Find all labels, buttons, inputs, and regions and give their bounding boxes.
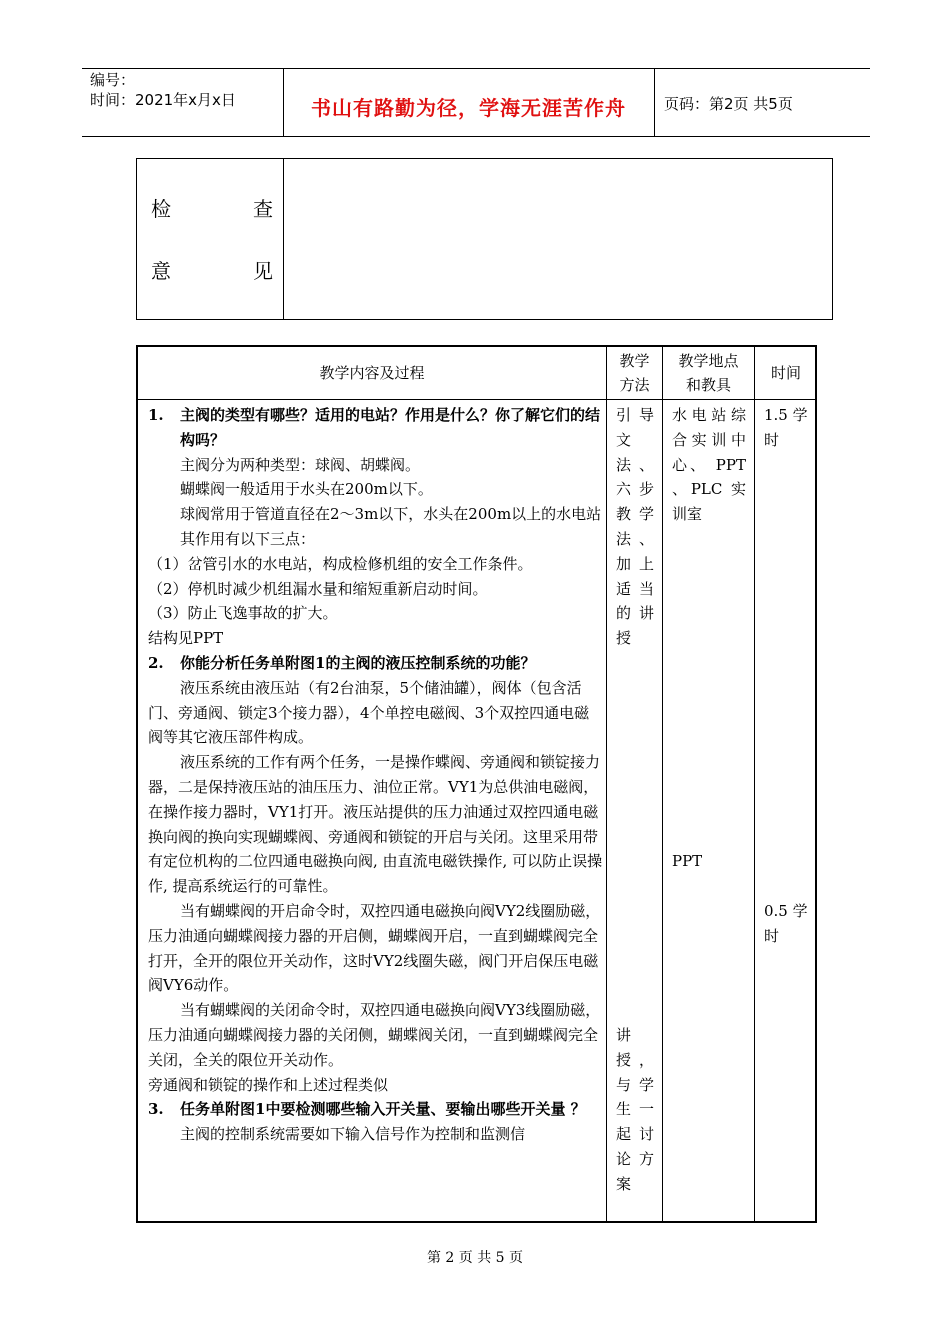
paragraph: 液压系统的工作有两个任务，一是操作蝶阀、旁通阀和锁锭接力器，二是保持液压站的油压压力、油位正常。VY1为总供油电磁阀，在操作接力器时，VY1打开。液压站提供的压力油通过双控四通电磁换向阀的换向实现蝴蝶阀、旁通阀和锁锭的开启与关闭。这里采用带有定位机构的二位四通电磁换向阀, 由直流电磁铁操作, 可以防止误操作, 提高系统运行的可靠性。	[148, 753, 603, 896]
time-cell-2: 0.5 学 时	[764, 902, 808, 945]
time-label: 时间：2021年x月x日	[90, 91, 236, 109]
header-top-rule	[82, 68, 870, 69]
header-bottom-rule	[82, 136, 870, 137]
paragraph: 当有蝴蝶阀的关闭命令时，双控四通电磁换向阀VY3线圈励磁，压力油通向蝴蝶阀接力器的关闭侧，蝴蝶阀关闭，一直到蝴蝶阀完全关闭，全关的限位开关动作。	[148, 1001, 601, 1069]
th-place: 教学地点 和教具	[678, 352, 739, 394]
th-content: 教学内容及过程	[319, 364, 425, 382]
header-row-rule	[138, 399, 815, 400]
place-cell-2: PPT	[672, 852, 703, 870]
col-divider	[754, 347, 755, 1221]
opinion-label: 意 见	[151, 259, 273, 283]
question-2: 2. 你能分析任务单附图1的主阀的液压控制系统的功能？	[148, 653, 536, 672]
header-page-label: 页码：第2页 共5页	[664, 95, 793, 113]
paragraph: 球阀常用于管道直径在2～3m以下，水头在200m以上的水电站	[180, 505, 602, 524]
paragraph: 结构见PPT	[148, 629, 224, 648]
list-item: （1）岔管引水的水电站，构成检修机组的安全工作条件。	[148, 554, 533, 573]
th-time: 时间	[770, 364, 801, 382]
header-divider-right	[654, 68, 655, 136]
list-item: （3）防止飞逸事故的扩大。	[148, 604, 338, 623]
teaching-content	[148, 403, 604, 1147]
paragraph: 当有蝴蝶阀的开启命令时，双控四通电磁换向阀VY2线圈励磁，压力油通向蝴蝶阀接力器的开启侧，蝴蝶阀开启，一直到蝴蝶阀完全打开，全开的限位开关动作，这时VY2线圈失磁，阀门开启保压电磁阀VY6动作。	[148, 901, 601, 995]
method-cell-2: 讲 授， 与学 生一 起讨 论方 案	[616, 1026, 654, 1193]
question-1: 1. 主阀的类型有哪些？适用的电站？作用是什么？你了解它们的结构吗？	[148, 406, 601, 449]
paragraph: 液压系统由液压站（有2台油泵，5个储油罐），阀体（包含活门、旁通阀、锁定3个接力器），4个单控电磁阀、3个双控四通电磁阀等其它液压部件构成。	[148, 678, 590, 747]
col-divider	[662, 347, 663, 1221]
question-3: 3. 任务单附图1中要检测哪些输入开关量、要输出哪些开关量 ？	[148, 1100, 586, 1119]
method-cell-1: 引导 文 法、 六步 教学 法、 加上 适当 的讲 授	[616, 406, 654, 648]
time-cell-1: 1.5 学 时	[764, 406, 808, 449]
paragraph: 主阀分为两种类型：球阀、胡蝶阀。	[180, 455, 421, 474]
th-method: 教学 方法	[619, 352, 650, 394]
col-divider	[606, 347, 607, 1221]
page-footer: 第 2 页 共 5 页	[426, 1250, 524, 1266]
paragraph: 其作用有以下三点：	[180, 529, 316, 548]
paragraph: 旁通阀和锁锭的操作和上述过程类似	[148, 1075, 389, 1094]
header-motto: 书山有路勤为径，学海无涯苦作舟	[311, 96, 626, 120]
header-info	[90, 70, 236, 110]
number-label: 编号：	[90, 71, 136, 89]
place-cell-1: 水电站综 合实训中 心、 PPT 、PLC 实 训室	[672, 406, 746, 524]
paragraph: 主阀的控制系统需要如下输入信号作为控制和监测信	[180, 1125, 526, 1144]
paragraph: 蝴蝶阀一般适用于水头在200m以下。	[180, 480, 433, 499]
check-opinion-box	[136, 158, 833, 320]
check-divider	[283, 159, 284, 319]
list-item: （2）停机时减少机组漏水量和缩短重新启动时间。	[148, 579, 488, 598]
check-label: 检 查	[151, 197, 273, 221]
teaching-table	[136, 345, 817, 1223]
